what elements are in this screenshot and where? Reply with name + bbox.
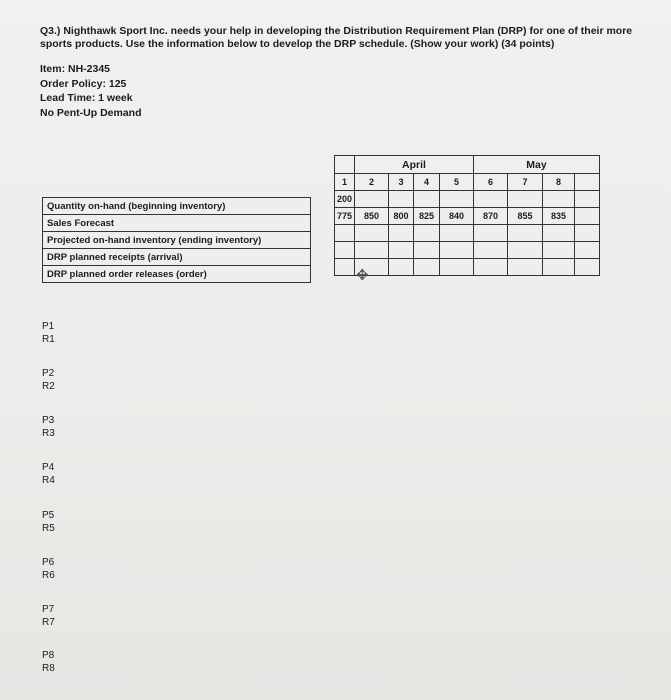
month-may: May [474,156,600,174]
work-label-p: P1 [42,321,55,332]
cell[interactable] [335,259,355,276]
cell[interactable] [335,242,355,259]
period-5: 5 [440,174,474,191]
cell[interactable] [474,191,508,208]
cell[interactable] [474,259,508,276]
cell[interactable] [508,225,543,242]
cell[interactable] [355,242,389,259]
work-label-p: P4 [42,462,55,473]
work-label-p: P8 [42,650,55,661]
cell[interactable] [414,259,440,276]
work-label-r: R2 [42,381,55,392]
period-row [335,174,600,191]
work-block-1 [42,320,55,346]
cell[interactable] [335,225,355,242]
cell[interactable] [440,242,474,259]
period-3: 3 [389,174,414,191]
work-label-p: P7 [42,604,55,615]
row-releases [335,259,600,276]
drp-period-grid [334,155,600,276]
work-block-8 [42,649,55,675]
label-releases: DRP planned order releases (order) [43,266,311,283]
grid-edge-cell [575,225,600,242]
row-on-hand [335,191,600,208]
lead-time: Lead Time: 1 week [40,92,133,104]
work-label-r: R6 [42,570,55,581]
cell[interactable] [414,191,440,208]
cell[interactable]: 775 [335,208,355,225]
cell[interactable]: 200 [335,191,355,208]
drp-row-labels [42,197,311,283]
row-receipts [335,242,600,259]
work-block-4 [42,461,55,487]
work-block-3 [42,414,55,440]
grid-edge-cell [575,174,600,191]
work-label-r: R5 [42,523,55,534]
month-april: April [355,156,474,174]
work-label-p: P5 [42,510,55,521]
row-sales-forecast [335,208,600,225]
work-label-r: R1 [42,334,55,345]
work-label-r: R4 [42,475,55,486]
grid-edge-cell [575,242,600,259]
cell[interactable] [414,242,440,259]
cell[interactable] [414,225,440,242]
period-7: 7 [508,174,543,191]
cell[interactable] [508,259,543,276]
cell[interactable] [543,259,575,276]
work-label-p: P6 [42,557,55,568]
cell[interactable]: 825 [414,208,440,225]
cell[interactable] [440,259,474,276]
period-2: 2 [355,174,389,191]
label-receipts: DRP planned receipts (arrival) [43,249,311,266]
work-block-6 [42,556,55,582]
item-number: Item: NH-2345 [40,63,111,75]
cell[interactable] [474,225,508,242]
period-4: 4 [414,174,440,191]
cell[interactable] [543,242,575,259]
cell[interactable] [389,191,414,208]
cell[interactable] [389,225,414,242]
month-spacer [335,156,355,174]
period-6: 6 [474,174,508,191]
row-projected [335,225,600,242]
label-on-hand: Quantity on-hand (beginning inventory) [43,198,311,215]
work-label-r: R3 [42,428,55,439]
grid-edge-cell [575,208,600,225]
work-block-5 [42,509,55,535]
work-label-r: R7 [42,617,55,628]
cell[interactable] [474,242,508,259]
label-projected: Projected on-hand inventory (ending inventory) [43,232,311,249]
question-text: Q3.) Nighthawk Sport Inc. needs your help in developing the Distribution Requirement Plan (DRP) for one of their more sports products. Use the information below to develop the DRP schedule. (Show your work) (34 points) [40,25,633,50]
label-sales-forecast: Sales Forecast [43,215,311,232]
work-label-p: P3 [42,415,55,426]
cell[interactable] [440,225,474,242]
cell[interactable] [508,191,543,208]
order-policy: Order Policy: 125 [40,77,127,90]
period-8: 8 [543,174,575,191]
cell[interactable] [389,259,414,276]
cell[interactable] [543,191,575,208]
cell[interactable]: 850 [355,208,389,225]
cell[interactable] [508,242,543,259]
cell[interactable] [543,225,575,242]
move-cursor-icon: ✥ [356,267,369,284]
cell[interactable]: 855 [508,208,543,225]
cell[interactable]: 840 [440,208,474,225]
cell[interactable] [389,242,414,259]
cell[interactable]: 870 [474,208,508,225]
work-label-r: R8 [42,663,55,674]
grid-edge-cell [575,191,600,208]
cell[interactable]: 800 [389,208,414,225]
cell[interactable]: 835 [543,208,575,225]
period-1: 1 [335,174,355,191]
work-block-2 [42,367,55,393]
cell[interactable] [355,191,389,208]
item-info [40,62,142,120]
cell[interactable] [355,225,389,242]
work-label-p: P2 [42,368,55,379]
cell[interactable] [440,191,474,208]
grid-edge-cell [575,259,600,276]
pent-up-demand: No Pent-Up Demand [40,106,142,119]
work-block-7 [42,603,55,629]
